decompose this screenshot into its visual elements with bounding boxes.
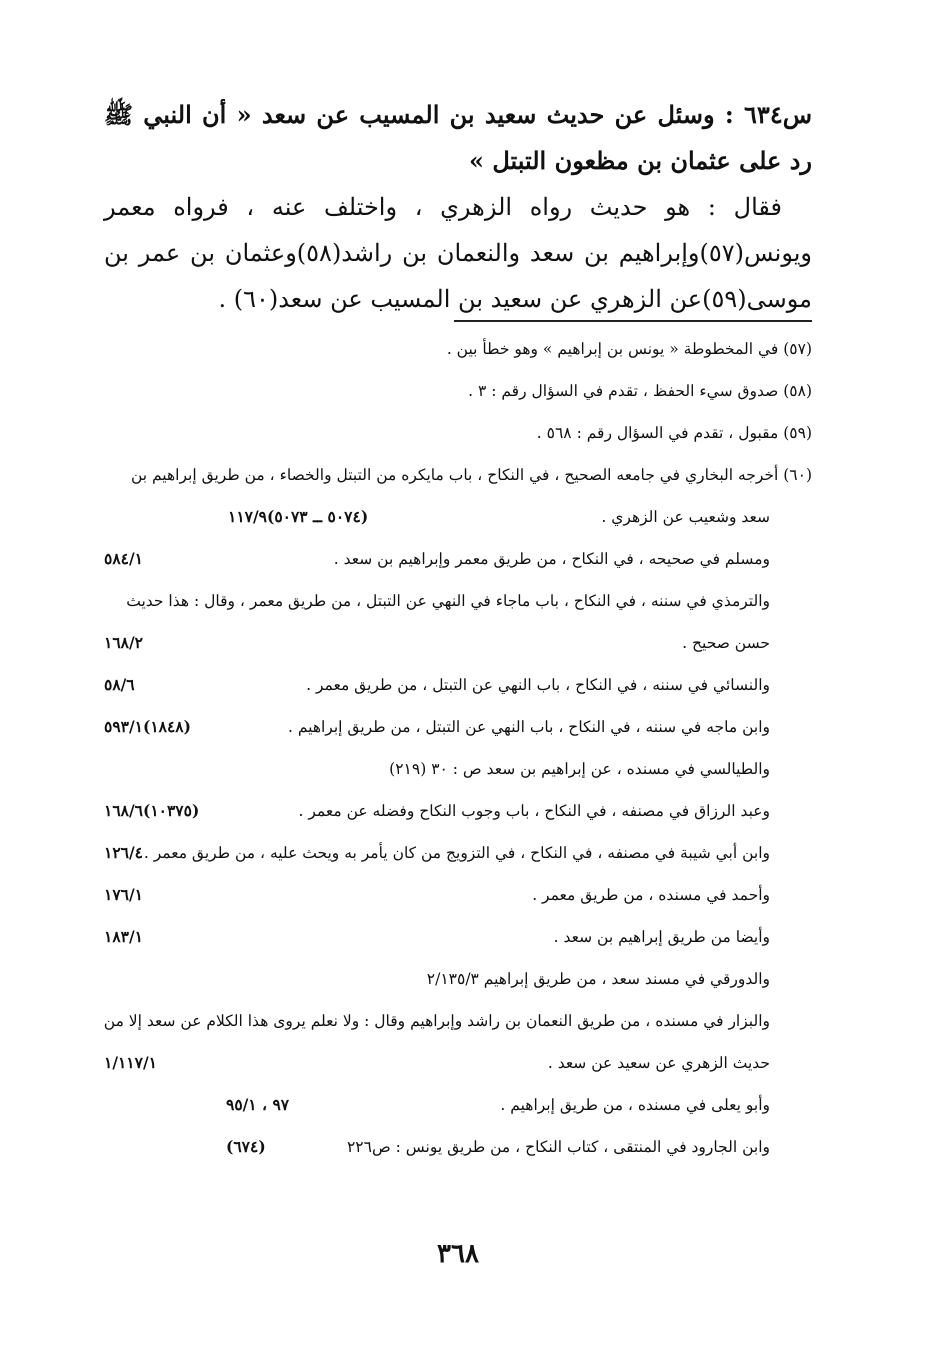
footnote-line: والنسائي في سننه ، في النكاح ، باب النهي عن التبتل ، من طريق معمر . ٥٨/٦	[104, 664, 812, 706]
footnote-line: وأحمد في مسنده ، من طريق معمر . ١٧٦/١	[104, 874, 812, 916]
footnote-divider	[454, 320, 812, 322]
source-reference: ١٦٨/٢	[104, 633, 143, 652]
source-reference: (١٨٤٨)٥٩٣/١	[104, 717, 191, 736]
book-page	[104, 92, 812, 1342]
footnotes	[104, 328, 812, 1168]
source-reference: ١٧٦/١	[104, 885, 143, 904]
footnote-line: والبزار في مسنده ، من طريق النعمان بن راشد وإبراهيم وقال : ولا نعلم يروى هذا الكلام عن سعد إلا من	[103, 1012, 770, 1030]
source-reference: ١٨٣/١	[104, 927, 143, 946]
source-reference: ١٢٦/٤	[104, 843, 143, 862]
footnote-line: وابن أبي شيبة في مصنفه ، في النكاح ، في التزويج من كان يأمر به ويحث عليه ، من طريق معمر . ١٢٦/٤	[104, 832, 812, 874]
footnote-line: والدورقي في مسند سعد ، من طريق إبراهيم ٢/١٣٥/٣	[426, 970, 770, 988]
page-number: ٣٦٨	[437, 1239, 479, 1269]
footnote-line: وأيضا من طريق إبراهيم بن سعد . ١٨٣/١	[104, 916, 812, 958]
source-reference: ٩٧ ، ٩٥/١	[226, 1095, 290, 1114]
footnote-line: (٥٧) في المخطوطة « يونس بن إبراهيم » وهو خطأ بين .	[446, 340, 812, 358]
footnote-line: وأبو يعلى في مسنده ، من طريق إبراهيم . ٩٧ ، ٩٥/١	[104, 1084, 812, 1126]
source-reference: (٦٧٤)	[226, 1137, 266, 1156]
footnote-line: وعبد الرزاق في مصنفه ، في النكاح ، باب وجوب النكاح وفضله عن معمر . (١٠٣٧٥)١٦٨/٦	[104, 790, 812, 832]
footnote-line: حديث الزهري عن سعيد عن سعد . ١/١١٧/١	[104, 1042, 812, 1084]
footnote-line: (٦٠) أخرجه البخاري في جامعه الصحيح ، في النكاح ، باب مايكره من التبتل والخصاء ، من طريق إبراهيم بن	[130, 466, 812, 484]
main-text	[104, 92, 812, 322]
source-reference: (٥٠٧٤ ــ ٥٠٧٣)١١٧/٩	[228, 507, 369, 526]
footnote-line: (٥٩) مقبول ، تقدم في السؤال رقم : ٥٦٨ .	[536, 424, 812, 442]
footnote-line: سعد وشعيب عن الزهري . (٥٠٧٤ ــ ٥٠٧٣)١١٧/٩	[104, 496, 812, 538]
source-reference: ٥٨/٦	[104, 675, 135, 694]
footnote-line: وابن الجارود في المنتقى ، كتاب النكاح ، من طريق يونس : ص٢٢٦ (٦٧٤)	[104, 1126, 812, 1168]
footnote-line: حسن صحيح . ١٦٨/٢	[104, 622, 812, 664]
footnote-line: والطيالسي في مسنده ، عن إبراهيم بن سعد ص : ٣٠ (٢١٩)	[389, 760, 770, 778]
source-reference: ٥٨٤/١	[104, 549, 143, 568]
question-paragraph: س٦٣٤ : وسئل عن حديث سعيد بن المسيب عن سعد « أن النبي ﷺ رد على عثمان بن مظعون التبتل »	[104, 100, 812, 175]
footnote-line: (٥٨) صدوق سيء الحفظ ، تقدم في السؤال رقم : ٣ .	[468, 382, 812, 400]
source-reference: (١٠٣٧٥)١٦٨/٦	[104, 801, 200, 820]
footnote-line: ومسلم في صحيحه ، في النكاح ، من طريق معمر وإبراهيم بن سعد . ٥٨٤/١	[104, 538, 812, 580]
source-reference: ١/١١٧/١	[104, 1053, 157, 1072]
footnote-line: والترمذي في سننه ، في النكاح ، باب ماجاء في النهي عن التبتل ، من طريق معمر ، وقال : هذا حديث	[126, 592, 770, 610]
answer-paragraph: فقال : هو حديث رواه الزهري ، واختلف عنه ، فرواه معمر ويونس(٥٧)وإبراهيم بن سعد والنعمان بن راشد(٥٨)وعثمان بن عمر بن موسى(٥٩)عن الزهري عن سعيد بن المسيب عن سعد(٦٠) .	[104, 193, 812, 313]
footnote-line: وابن ماجه في سننه ، في النكاح ، باب النهي عن التبتل ، من طريق إبراهيم . (١٨٤٨)٥٩٣/١	[104, 706, 812, 748]
